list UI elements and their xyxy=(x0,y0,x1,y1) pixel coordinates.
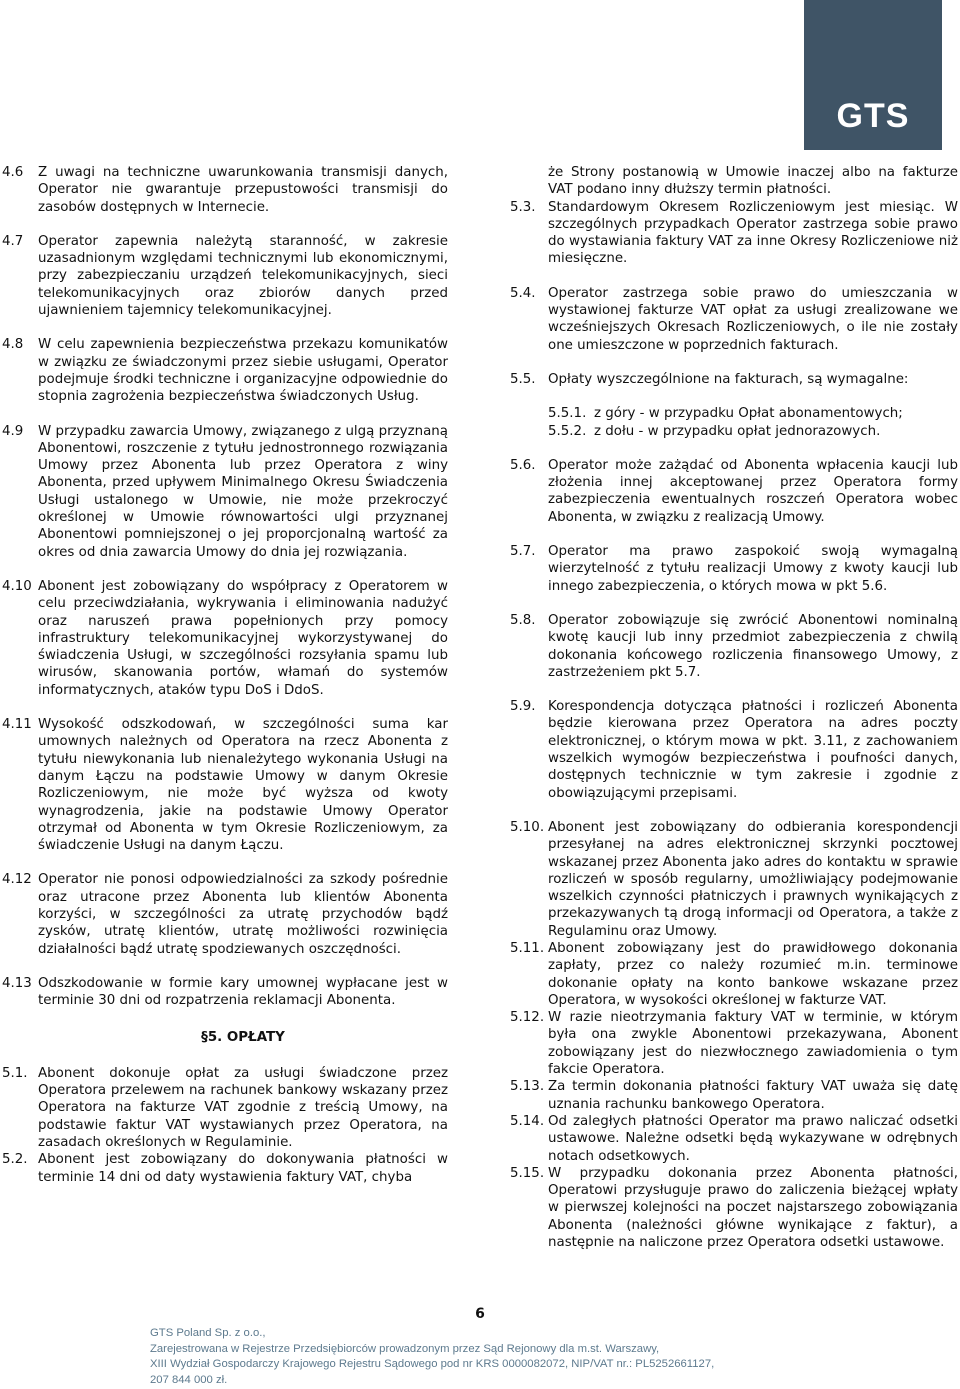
subclause-5-5-1 xyxy=(548,405,958,422)
clause-5-4 xyxy=(510,285,958,354)
clause-text: Abonent jest zobowiązany do współpracy z Operatorem w celu przeciwdziałania, wykrywania i eliminowania nadużyć oraz naruszeń prawa popełnionych przy pomocy infrastruktury telekomunikacyjnej wykorzystywanej do świadczenia Usługi, w szczególności rozsyłania spamu lub wirusów, skanowania portów, włamań do systemów informatycznych, ataków typu DoS i DdoS. xyxy=(38,578,448,698)
gts-logo xyxy=(804,0,942,150)
clause-text: Operator nie ponosi odpowiedzialności za szkody pośrednie oraz utracone przez Abonenta lub klientów Abonenta korzyści, w szczególności za utratę przychodów bądź zysków, utratę klientów, utratę możliwości rozwinięcia działalności bądź utratę spodziewanych oszczędności. xyxy=(38,872,448,957)
clause-number: 5.13. xyxy=(510,1079,545,1095)
footer-krs: XIII Wydział Gospodarczy Krajowego Rejestru Sądowego pod nr KRS 0000082072, NIP/VAT nr.: PL5252661127, xyxy=(150,1358,715,1371)
clause-text: Opłaty wyszczególnione na fakturach, są wymagalne: xyxy=(548,371,909,387)
clause-number: 5.9. xyxy=(510,699,536,715)
clause-text: Wysokość odszkodowań, w szczególności suma kar umownych należnych od Operatora na rzecz Abonenta z tytułu niewykonania lub nienależytego wykonania Usługi na danym Łączu na podstawie Umowy w danym Okresie Rozliczeniowym, nie może być wyższa od kwoty wynagrodzenia, jakie na podstawie Umowy Operator otrzymał od Abonenta w tym Okresie Rozliczeniowym, za świadczenie Usługi na danym Łączu. xyxy=(38,717,448,854)
clause-number: 5.5. xyxy=(510,371,536,387)
clause-text: Abonent jest zobowiązany do dokonywania płatności w terminie 14 dni od daty wystawienia faktury VAT, chyba xyxy=(38,1152,448,1185)
clause-5-8 xyxy=(510,612,958,681)
clause-text: Operator zastrzega sobie prawo do umieszczania w wystawionej fakturze VAT opłat za usługi zrealizowane we wcześniejszych Okresach Rozliczeniowych, o ile nie zostały one umieszczone w poprzednich fakturach. xyxy=(548,285,958,353)
clause-4-12 xyxy=(2,871,448,957)
subclause-number: 5.5.2. xyxy=(548,423,587,439)
clause-text: Z uwagi na techniczne uwarunkowania transmisji danych, Operator nie gwarantuje przepustowości transmisji do zasobów dostępnych w Internecie. xyxy=(38,165,448,215)
clause-number: 5.3. xyxy=(510,199,536,215)
clause-4-13 xyxy=(2,975,448,1010)
clause-number: 5.6. xyxy=(510,457,536,473)
footer-registration: Zarejestrowana w Rejestrze Przedsiębiorców prowadzonym przez Sąd Rejonowy dla m.st. Warszawy, xyxy=(150,1342,660,1355)
clause-5-15 xyxy=(510,1165,958,1251)
subclause-text: z góry - w przypadku Opłat abonamentowych; xyxy=(594,406,903,422)
clause-5-12 xyxy=(510,1009,958,1078)
clause-number: 5.8. xyxy=(510,612,536,628)
clause-text: Operator zapewnia należytą staranność, w zakresie uzasadnionym względami technicznymi lub ekonomicznymi, przy zabezpieczaniu urządzeń telekomunikacyjnych, sieci telekomunikacyjnych oraz zbiorów danych przed ujawnieniem tajemnicy telekomunikacyjnej. xyxy=(38,233,448,319)
clause-continuation: że Strony postanowią w Umowie inaczej albo na fakturze VAT podano inny dłuższy termin płatności. xyxy=(548,165,958,198)
clause-4-6 xyxy=(2,164,448,216)
clause-number: 5.7. xyxy=(510,544,536,560)
sub-list xyxy=(510,405,958,440)
clause-text: Korespondencja dotycząca płatności i rozliczeń Abonenta będzie kierowana przez Operatora na adres poczty elektronicznej, o którym mowa w pkt. 3.11, z zachowaniem wszelkich wymogów bezpieczeństwa i poufności danych, dostępnych technicznie w tym zakresie i zgodnie z obowiązującymi przepisami. xyxy=(548,699,958,801)
clause-4-9 xyxy=(2,423,448,561)
clause-text: Operator ma prawo zaspokoić swoją wymagalną wierzytelność z tytułu realizacji Umowy z kwoty kaucji lub innego zabezpieczenia, o których mowa w pkt 5.6. xyxy=(548,544,958,594)
clause-number: 4.6 xyxy=(2,165,24,180)
subclause-number: 5.5.1. xyxy=(548,406,587,422)
clause-text: W przypadku dokonania przez Abonenta płatności, Operatowi przysługuje prawo do zaliczenia bieżącej wpłaty w pierwszej kolejności na poczet najstarszego zobowiązania Abonenta (należności główne wynikające z faktur), a następnie na naliczone przez Operatora odsetki ustawowe. xyxy=(548,1165,958,1251)
clause-5-1 xyxy=(2,1065,448,1151)
clause-number: 4.10 xyxy=(2,578,32,594)
footer-company: GTS Poland Sp. z o.o., xyxy=(150,1327,266,1339)
footer xyxy=(150,1326,950,1388)
clause-text: Abonent dokonuje opłat za usługi świadczone przez Operatora przelewem na rachunek bankowy wskazany przez Operatora na fakturze VAT zgodnie z treścią Umowy, na podstawie faktur VAT wystawianych przez Operatora, na zasadach określonych w Regulaminie. xyxy=(38,1065,448,1150)
clause-text: Abonent jest zobowiązany do odbierania korespondencji przesyłanej na adres elektronicznej skrzynki pocztowej wskazanej przez Abonenta jako adres do kontaktu w sprawie rozliczeń w sposób regularny, umożliwiający podejmowanie wszelkich czynności płatniczych i prawnych wynikających z przekazywanych tą drogą informacji od Operatora, a także z Regulaminu oraz Umowy. xyxy=(548,819,958,939)
clause-number: 4.7 xyxy=(2,233,24,249)
footer-capital: 207 844 000 zł. xyxy=(150,1373,228,1386)
clause-5-9 xyxy=(510,698,958,802)
clause-text: Operator może zażądać od Abonenta wpłacenia kaucji lub złożenia innej akceptowanej przez Operatora formy zabezpieczenia ewentualnych roszczeń Operatora wobec Abonenta, w związku z realizacją Umowy. xyxy=(548,457,958,525)
logo-text: GTS xyxy=(836,97,910,135)
clause-5-3 xyxy=(510,199,958,268)
clause-number: 5.11. xyxy=(510,940,545,956)
section-title: §5. OPŁATY xyxy=(201,1030,285,1046)
clause-number: 4.9 xyxy=(2,423,24,439)
clause-number: 5.15. xyxy=(510,1165,545,1181)
clause-text: Operator zobowiązuje się zwrócić Abonentowi nominalną kwotę kaucji lub inny przedmiot zabezpieczenia z chwilą dokonania końcowego rozliczenia finansowego Umowy, z zastrzeżeniem pkt 5.7. xyxy=(548,612,958,680)
clause-5-10 xyxy=(510,819,958,940)
clause-text: Za termin dokonania płatności faktury VAT uważa się datę uznania rachunku bankowego Operatora. xyxy=(548,1079,958,1112)
clause-5-13 xyxy=(510,1078,958,1113)
clause-number: 5.10. xyxy=(510,819,545,835)
clause-5-5 xyxy=(510,371,958,388)
clause-text: Standardowym Okresem Rozliczeniowym jest miesiąc. W szczególnych przypadkach Operator zastrzega sobie prawo do wystawiania faktury VAT za inne Okresy Rozliczeniowe niż miesięczne. xyxy=(548,199,958,267)
clause-4-8 xyxy=(2,336,448,405)
clause-number: 4.12 xyxy=(2,872,32,888)
subclause-5-5-2 xyxy=(548,423,958,440)
clause-4-11 xyxy=(2,716,448,854)
clause-5-7 xyxy=(510,543,958,595)
clause-number: 5.14. xyxy=(510,1113,545,1129)
clause-4-10 xyxy=(2,578,448,699)
clause-text: W celu zapewnienia bezpieczeństwa przekazu komunikatów w związku ze świadczonymi przez siebie usługami, Operator podejmuje środki techniczne i organizacyjne odpowiednie do stopnia zagrożenia bezpieczeństwa świadczonych Usług. xyxy=(38,337,448,405)
clause-5-6 xyxy=(510,457,958,526)
page-number: 6 xyxy=(475,1306,485,1322)
clause-text: Od zaległych płatności Operator ma prawo naliczać odsetki ustawowe. Należne odsetki będą wykazywane w odrębnych notach odsetkowych. xyxy=(548,1113,958,1164)
clause-5-11 xyxy=(510,940,958,1009)
clause-number: 5.4. xyxy=(510,285,536,301)
left-column xyxy=(2,164,448,1186)
right-column xyxy=(510,164,958,1251)
clause-number: 5.12. xyxy=(510,1010,545,1026)
clause-number: 4.8 xyxy=(2,337,24,353)
clause-text: Abonent zobowiązany jest do prawidłowego dokonania zapłaty, przez co należy rozumieć m.in. terminowe dokonanie opłaty na konto bankowe wskazane przez Operatora, w wysokości określonej w fakturze VAT. xyxy=(548,940,958,1008)
subclause-text: z dołu - w przypadku opłat jednorazowych. xyxy=(594,423,881,439)
clause-number: 4.13 xyxy=(2,975,32,991)
clause-text: W razie nieotrzymania faktury VAT w terminie, w którym była ona zwykle Abonentowi przekazywana, Abonent zobowiązany jest do niezwłocznego zawiadomienia o tym fakcie Operatora. xyxy=(548,1010,958,1078)
clause-5-14 xyxy=(510,1113,958,1165)
clause-text: W przypadku zawarcia Umowy, związanego z ulgą przyznaną Abonentowi, roszczenie z tytułu jednostronnego rozwiązania Umowy przez Abonenta lub przez Operatora z winy Abonenta, przed upływem Minimalnego Okresu Świadczenia Usługi ustalonego w Umowie, nie może przekroczyć określonej w Umowie równowartości ulgi przyznanej Abonentowi pomniejszonej o jej proporcjonalną wartość za okres od dnia zawarcia Umowy do dnia jej rozwiązania. xyxy=(38,423,448,560)
clause-4-7 xyxy=(2,233,448,319)
clause-text: Odszkodowanie w formie kary umownej wypłacane jest w terminie 30 dni od rozpatrzenia reklamacji Abonenta. xyxy=(38,975,448,1009)
clause-number: 5.1. xyxy=(2,1065,28,1081)
clause-5-2 xyxy=(2,1151,448,1186)
clause-number: 5.2. xyxy=(2,1152,28,1168)
clause-number: 4.11 xyxy=(2,717,32,733)
